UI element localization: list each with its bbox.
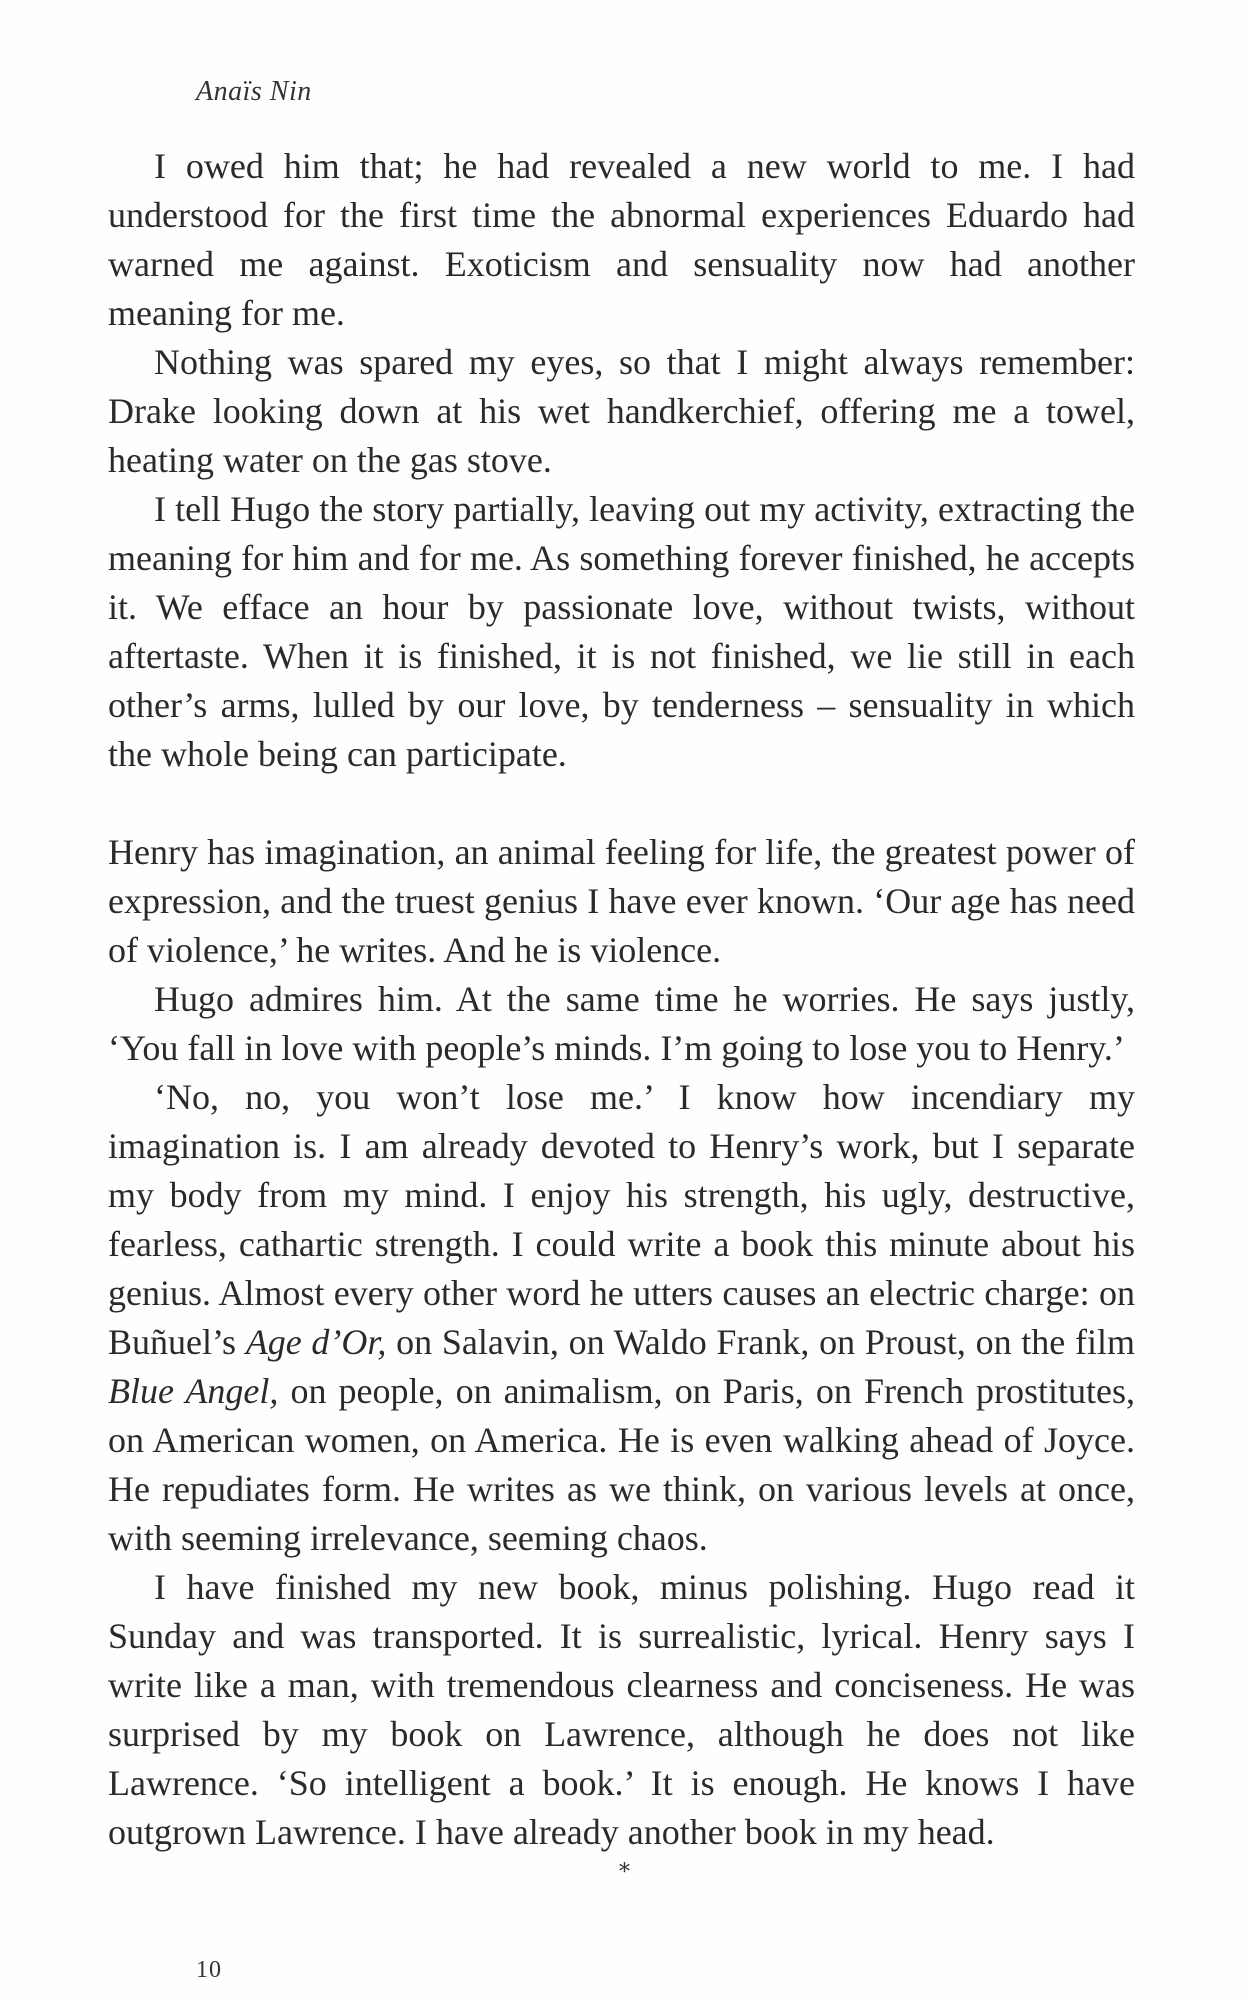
body-text xyxy=(108,142,1135,1857)
running-head: Anaïs Nin xyxy=(196,76,312,107)
paragraph-3: I tell Hugo the story partially, leaving out my activity, extracting the meaning for him and for me. As something forever finished, he accepts it. We efface an hour by passionate love, without twists, without aftertaste. When it is finished, it is not finished, we lie still in each other’s arms, lulled by our love, by tenderness – sensuality in which the whole being can participate. xyxy=(108,489,1135,774)
section-ornament: * xyxy=(619,1860,630,1885)
paragraph-2: Nothing was spared my eyes, so that I might always remember: Drake looking down at his wet handkerchief, offering me a towel, heating water on the gas stove. xyxy=(108,342,1135,480)
film-title-age-dor: Age d’Or, xyxy=(245,1322,387,1362)
paragraph-6-part-1: ‘No, no, you won’t lose me.’ I know how incendiary my imagination is. I am already devoted to Henry’s work, but I separate my body from my mind. I enjoy his strength, his ugly, destructive, fearless, cathartic strength. I could write a book this minute about his genius. Almost every other word he utters causes an electric charge: on Buñuel’s xyxy=(108,1077,1135,1362)
film-title-blue-angel: Blue Angel, xyxy=(108,1371,279,1411)
paragraph-1: I owed him that; he had revealed a new world to me. I had understood for the first time the abnormal experiences Eduardo had warned me against. Exoticism and sensuality now had another meaning for me. xyxy=(108,146,1135,333)
paragraph-6-part-2: on Salavin, on Waldo Frank, on Proust, on the film xyxy=(386,1322,1135,1362)
page-number: 10 xyxy=(196,1957,222,1983)
paragraph-6-part-3: on people, on animalism, on Paris, on French prostitutes, on American women, on America. He is even walking ahead of Joyce. He repudiates form. He writes as we think, on various levels at once, with seeming irrelevance, seeming chaos. xyxy=(108,1371,1135,1558)
paragraph-7: I have finished my new book, minus polishing. Hugo read it Sunday and was transported. It is surrealistic, lyrical. Henry says I write like a man, with tremendous clearness and conciseness. He was surprised by my book on Lawrence, although he does not like Lawrence. ‘So intelligent a book.’ It is enough. He knows I have outgrown Lawrence. I have already another book in my head. xyxy=(108,1567,1135,1852)
paragraph-6 xyxy=(108,1073,1135,1563)
paragraph-4: Henry has imagination, an animal feeling for life, the greatest power of expression, and the truest genius I have ever known. ‘Our age has need of violence,’ he writes. And he is violence. xyxy=(108,832,1135,970)
paragraph-5: Hugo admires him. At the same time he worries. He says justly, ‘You fall in love with people’s minds. I’m going to lose you to Henry.’ xyxy=(108,979,1135,1068)
